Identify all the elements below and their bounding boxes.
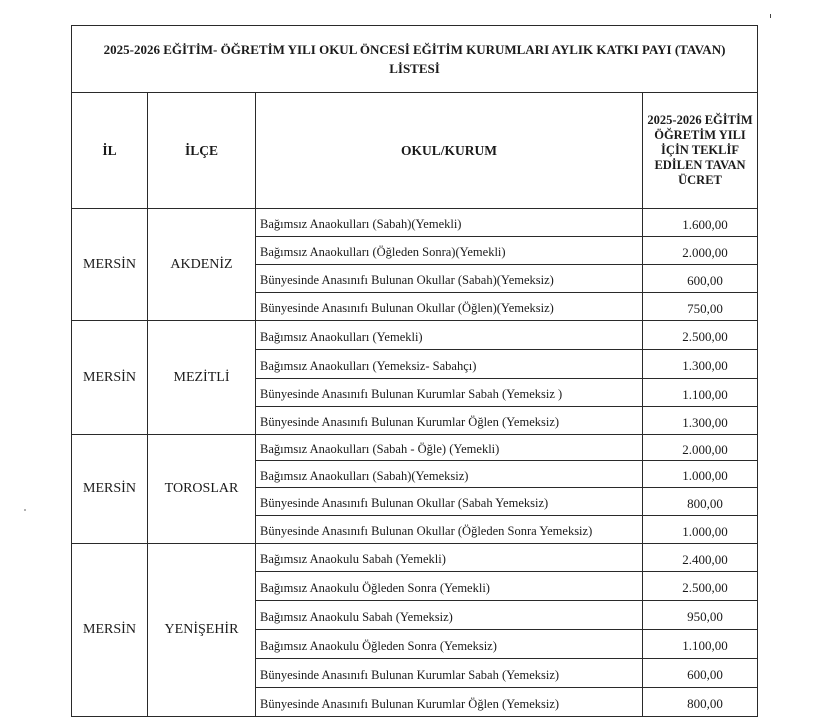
okul-cell: Bünyesinde Anasınıfı Bulunan Okullar (Öğleden Sonra Yemeksiz)	[256, 516, 643, 544]
okul-cell: Bağımsız Anaokulu Sabah (Yemekli)	[256, 544, 643, 572]
ucret-cell: 2.500,00	[643, 321, 758, 350]
okul-cell: Bağımsız Anaokulu Öğleden Sonra (Yemekli)	[256, 572, 643, 601]
header-il: İL	[72, 93, 148, 209]
ucret-cell: 600,00	[643, 659, 758, 688]
okul-cell: Bağımsız Anaokulu Öğleden Sonra (Yemeksiz)	[256, 630, 643, 659]
header-ilce: İLÇE	[148, 93, 256, 209]
ucret-cell: 1.100,00	[643, 630, 758, 659]
table-row	[72, 435, 758, 461]
document-title: 2025-2026 EĞİTİM- ÖĞRETİM YILI OKUL ÖNCESİ EĞİTİM KURUMLARI AYLIK KATKI PAYI (TAVAN) LİSTESİ	[72, 26, 758, 93]
header-ucret: 2025-2026 EĞİTİM ÖĞRETİM YILI İÇİN TEKLİF EDİLEN TAVAN ÜCRET	[643, 93, 758, 209]
scan-mark	[770, 14, 771, 18]
ilce-cell: TOROSLAR	[148, 435, 256, 544]
header-okul: OKUL/KURUM	[256, 93, 643, 209]
ilce-cell: MEZİTLİ	[148, 321, 256, 435]
il-cell: MERSİN	[72, 321, 148, 435]
table-row	[72, 209, 758, 237]
okul-cell: Bünyesinde Anasınıfı Bulunan Kurumlar Öğlen (Yemeksiz)	[256, 688, 643, 717]
ucret-cell: 1.300,00	[643, 350, 758, 379]
ucret-cell: 1.000,00	[643, 461, 758, 488]
il-cell: MERSİN	[72, 544, 148, 717]
okul-cell: Bağımsız Anaokulları (Sabah)(Yemeksiz)	[256, 461, 643, 488]
okul-cell: Bağımsız Anaokulları (Öğleden Sonra)(Yemekli)	[256, 237, 643, 265]
ucret-cell: 2.000,00	[643, 237, 758, 265]
ucret-cell: 2.400,00	[643, 544, 758, 572]
table-row	[72, 544, 758, 572]
ucret-cell: 2.000,00	[643, 435, 758, 461]
okul-cell: Bünyesinde Anasınıfı Bulunan Okullar (Sabah Yemeksiz)	[256, 488, 643, 516]
scan-speck	[24, 509, 26, 511]
okul-cell: Bağımsız Anaokulları (Yemeksiz- Sabahçı)	[256, 350, 643, 379]
table-row	[72, 321, 758, 350]
il-cell: MERSİN	[72, 435, 148, 544]
ucret-cell: 1.300,00	[643, 407, 758, 435]
ucret-cell: 800,00	[643, 488, 758, 516]
ucret-cell: 950,00	[643, 601, 758, 630]
okul-cell: Bağımsız Anaokulları (Sabah - Öğle) (Yemekli)	[256, 435, 643, 461]
okul-cell: Bünyesinde Anasınıfı Bulunan Kurumlar Sabah (Yemeksiz)	[256, 659, 643, 688]
okul-cell: Bağımsız Anaokulları (Yemekli)	[256, 321, 643, 350]
ucret-cell: 1.600,00	[643, 209, 758, 237]
okul-cell: Bağımsız Anaokulları (Sabah)(Yemekli)	[256, 209, 643, 237]
ucret-cell: 750,00	[643, 293, 758, 321]
ilce-cell: AKDENİZ	[148, 209, 256, 321]
il-cell: MERSİN	[72, 209, 148, 321]
fee-table	[71, 25, 758, 717]
ilce-cell: YENİŞEHİR	[148, 544, 256, 717]
fee-table-sheet	[71, 25, 757, 717]
ucret-cell: 2.500,00	[643, 572, 758, 601]
okul-cell: Bünyesinde Anasınıfı Bulunan Kurumlar Sabah (Yemeksiz )	[256, 379, 643, 407]
ucret-cell: 800,00	[643, 688, 758, 717]
ucret-cell: 600,00	[643, 265, 758, 293]
okul-cell: Bünyesinde Anasınıfı Bulunan Okullar (Sabah)(Yemeksiz)	[256, 265, 643, 293]
okul-cell: Bünyesinde Anasınıfı Bulunan Kurumlar Öğlen (Yemeksiz)	[256, 407, 643, 435]
ucret-cell: 1.100,00	[643, 379, 758, 407]
okul-cell: Bağımsız Anaokulu Sabah (Yemeksiz)	[256, 601, 643, 630]
ucret-cell: 1.000,00	[643, 516, 758, 544]
okul-cell: Bünyesinde Anasınıfı Bulunan Okullar (Öğlen)(Yemeksiz)	[256, 293, 643, 321]
